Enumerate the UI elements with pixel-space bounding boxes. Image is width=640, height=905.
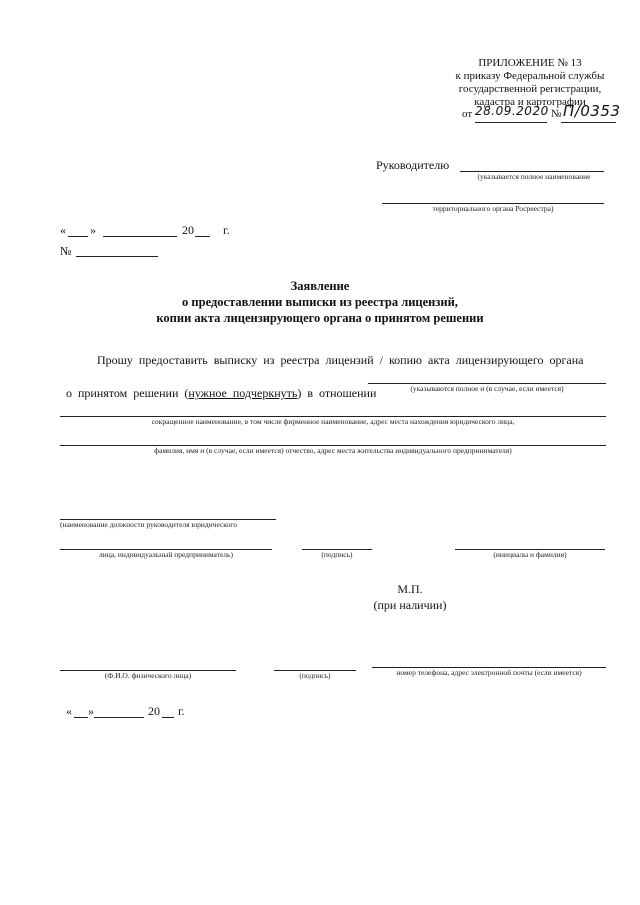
contacts-caption: номер телефона, адрес электронной почты (если имеется) xyxy=(396,668,582,677)
footer-quote-close: » xyxy=(88,704,94,718)
appendix-number-underline xyxy=(561,122,616,123)
footer-quote-open: « xyxy=(66,704,72,718)
initials-caption: (инициалы и фамилия) xyxy=(493,550,567,559)
document-title xyxy=(100,278,540,326)
title-line-1: Заявление xyxy=(290,279,350,293)
date-day-field[interactable] xyxy=(68,236,88,237)
date-quote-open: « xyxy=(60,223,66,237)
footer-month-field[interactable] xyxy=(94,717,144,718)
fio-caption: (Ф.И.О. физического лица) xyxy=(104,671,192,680)
appendix-agency-line-2: кадастра и картографии xyxy=(474,96,586,108)
date-quote-close: » xyxy=(90,223,96,237)
body-line2-part-b: ) в отношении xyxy=(297,386,377,400)
position-caption-2: лица, индивидуальный предприниматель) xyxy=(99,550,233,559)
appendix-number: П/0353 xyxy=(563,102,621,120)
body-paragraph-line-2 xyxy=(60,371,376,401)
seal-label: М.П. xyxy=(397,582,423,596)
subject-caption-c: фамилия, имя и (в случае, если имеется) отчество, адрес места жительства индивидуального предпринимателя) xyxy=(154,446,512,455)
appendix-agency-line: государственной регистрации, xyxy=(458,83,602,95)
application-number-label: № xyxy=(60,244,72,258)
addressee-label: Руководителю xyxy=(376,158,450,172)
title-line-2: о предоставлении выписки из реестра лицензий, xyxy=(182,295,458,309)
footer-year-prefix: 20 xyxy=(148,704,160,718)
appendix-order-line: к приказу Федеральной службы xyxy=(455,70,605,82)
appendix-date-underline xyxy=(475,122,547,123)
footer-year-suffix: г. xyxy=(178,704,185,718)
body-underline-hint: нужное подчеркнуть xyxy=(188,386,298,400)
appendix-date: 28.09.2020 xyxy=(475,104,549,118)
footer-year-field[interactable] xyxy=(162,717,174,718)
title-line-3: копии акта лицензирующего органа о принятом решении xyxy=(156,311,484,325)
individual-signature-caption: (подпись) xyxy=(299,671,331,680)
appendix-from-label: от xyxy=(462,108,473,120)
position-caption-1: (наименование должности руководителя юридического xyxy=(60,520,237,529)
seal-note: (при наличии) xyxy=(373,598,447,612)
date-year-suffix: г. xyxy=(223,223,230,237)
addressee-caption-1: (указывается полное наименование xyxy=(477,172,591,181)
date-year-field[interactable] xyxy=(195,236,210,237)
body-line2-part-a: о принятом решении ( xyxy=(66,386,189,400)
subject-caption-a: (указываются полное и (в случае, если имеется) xyxy=(410,384,564,393)
body-paragraph-line-1: Прошу предоставить выписку из реестра лицензий / копию акта лицензирующего органа xyxy=(97,353,584,367)
appendix-title: ПРИЛОЖЕНИЕ № 13 xyxy=(478,57,582,69)
application-number-field[interactable] xyxy=(76,256,158,257)
date-month-field[interactable] xyxy=(103,236,177,237)
subject-caption-b: сокращенное наименование, в том числе фирменное наименование, адрес места нахождения юридического лица, xyxy=(151,417,515,426)
date-year-prefix: 20 xyxy=(182,223,194,237)
footer-day-field[interactable] xyxy=(74,717,88,718)
addressee-caption-2: территориального органа Росреестра) xyxy=(432,204,554,213)
signature-caption: (подпись) xyxy=(321,550,353,559)
appendix-number-label: № xyxy=(551,108,562,120)
